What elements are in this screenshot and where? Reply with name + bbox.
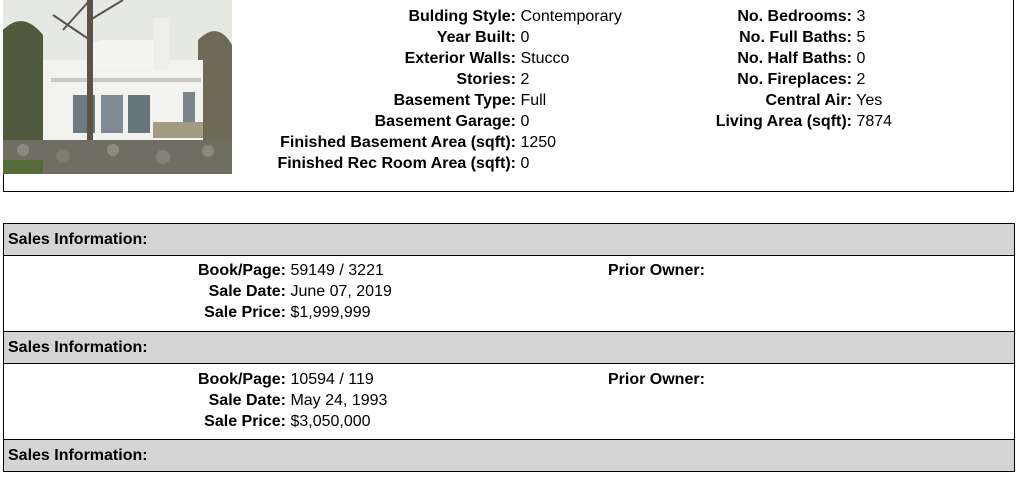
value: 2 (520, 71, 530, 88)
label: No. Half Baths: (737, 50, 852, 67)
sales-record (3, 364, 1015, 440)
label: Finished Rec Room Area (sqft): (277, 155, 516, 172)
value: 0 (520, 155, 530, 172)
label: Sale Price: (204, 304, 286, 321)
field-finished-rec-room-area (236, 153, 529, 174)
label: Book/Page: (197, 371, 286, 388)
field-full-baths (660, 27, 865, 48)
value: 7874 (856, 113, 893, 130)
value: 0 (520, 113, 530, 130)
label: No. Full Baths: (739, 29, 852, 46)
field-living-area (660, 111, 892, 132)
sales-info-header: Sales Information: (3, 439, 1015, 472)
sales-record (3, 256, 1015, 332)
label: Basement Garage: (374, 113, 516, 130)
value: Full (520, 92, 547, 109)
house-photo (3, 0, 232, 174)
label: Book/Page: (197, 262, 286, 279)
sale-price-row (4, 302, 371, 323)
label: Central Air: (765, 92, 852, 109)
label: Bulding Style: (408, 8, 516, 25)
label: Living Area (sqft): (715, 113, 852, 130)
field-bedrooms (660, 6, 865, 27)
label: No. Bedrooms: (737, 8, 852, 25)
label: Exterior Walls: (404, 50, 516, 67)
sale-price-value: $1,999,999 (290, 304, 371, 321)
prior-owner-row (608, 369, 705, 390)
value: Yes (856, 92, 883, 109)
value: 5 (856, 29, 866, 46)
sales-info-header: Sales Information: (3, 223, 1015, 256)
value: 1250 (520, 134, 557, 151)
field-building-style (236, 6, 622, 27)
sale-date-row (4, 281, 392, 302)
value: 0 (856, 50, 866, 67)
value: 3 (856, 8, 866, 25)
label: Year Built: (436, 29, 516, 46)
label: Sale Date: (208, 283, 286, 300)
field-basement-type (236, 90, 546, 111)
book-page-row (4, 260, 384, 281)
sales-info-header: Sales Information: (3, 331, 1015, 364)
field-exterior-walls (236, 48, 569, 69)
book-page-value: 10594 / 119 (290, 371, 374, 388)
value: 2 (856, 71, 866, 88)
value: Stucco (520, 50, 570, 67)
sale-price-row (4, 411, 371, 432)
field-year-built (236, 27, 529, 48)
label: Prior Owner: (608, 371, 705, 388)
book-page-value: 59149 / 3221 (290, 262, 384, 279)
field-finished-basement-area (236, 132, 556, 153)
label: Finished Basement Area (sqft): (280, 134, 516, 151)
field-basement-garage (236, 111, 529, 132)
sale-date-value: June 07, 2019 (290, 283, 392, 300)
field-central-air (660, 90, 882, 111)
label: Stories: (456, 71, 516, 88)
sale-date-row (4, 390, 387, 411)
field-stories (236, 69, 529, 90)
book-page-row (4, 369, 374, 390)
label: Sale Date: (208, 392, 286, 409)
label: No. Fireplaces: (737, 71, 852, 88)
value: 0 (520, 29, 530, 46)
sale-date-value: May 24, 1993 (290, 392, 388, 409)
label: Sale Price: (204, 413, 286, 430)
prior-owner-row (608, 260, 705, 281)
sale-price-value: $3,050,000 (290, 413, 371, 430)
label: Prior Owner: (608, 262, 705, 279)
value: Contemporary (520, 8, 622, 25)
field-half-baths (660, 48, 865, 69)
field-fireplaces (660, 69, 865, 90)
label: Basement Type: (393, 92, 516, 109)
